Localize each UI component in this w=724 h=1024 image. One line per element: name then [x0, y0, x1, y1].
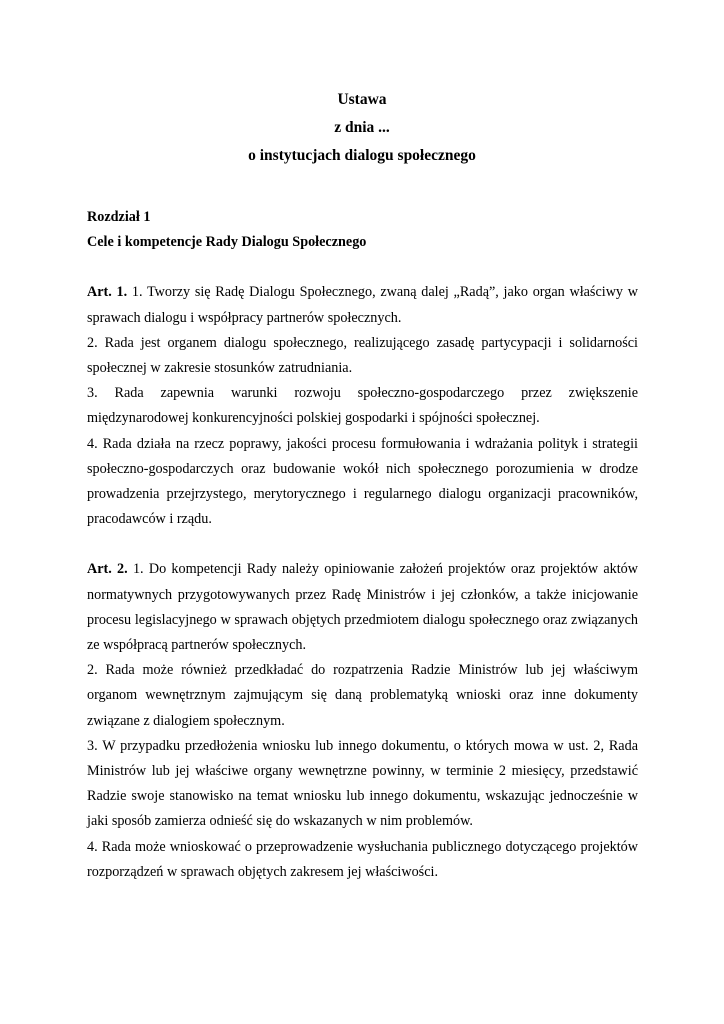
article-paragraph: 2. Rada jest organem dialogu społecznego, realizującego zasadę partycypacji i solidarności społecznej w zakresie stosunków zatrudniania. [87, 334, 638, 377]
article-paragraph: 3. Rada zapewnia warunki rozwoju społeczno-gospodarczego przez zwiększenie międzynarodowej konkurencyjności polskiej gospodarki i spójności społecznej. [87, 385, 638, 427]
article-paragraph: 2. Rada może również przedkładać do rozpatrzenia Radzie Ministrów lub jej właściwym organom wewnętrznym zajmującym się daną problematyką wnioski oraz inne dokumenty związane z dialogiem społecznym. [87, 662, 638, 729]
act-header [0, 86, 724, 170]
chapter-title: Cele i kompetencje Rady Dialogu Społecznego [87, 234, 367, 251]
article-paragraph [87, 280, 638, 330]
article-1 [87, 280, 638, 532]
article-paragraph: 4. Rada działa na rzecz poprawy, jakości procesu formułowania i wdrażania polityk i strategii społeczno-gospodarczych oraz budowanie wokół nich społecznego porozumienia w drodze prowadzenia przejrzystego, merytorycznego i regularnego dialogu organizacji pracowników, pracodawców i rządu. [87, 435, 638, 528]
act-type: Ustawa [337, 91, 387, 108]
paragraph-text: 1. Do kompetencji Rady należy opiniowanie założeń projektów oraz projektów aktów normatywnych przygotowywanych przez Radę Ministrów i jej członków, a także inicjowanie procesu legislacyjnego w sprawach objętych przedmiotem dialogu społecznego oraz związanych ze współpracą partnerów społecznych. [87, 561, 638, 654]
paragraph-text: 1. Tworzy się Radę Dialogu Społecznego, zwaną dalej „Radą”, jako organ właściwy w sprawach dialogu i współpracy partnerów społecznych. [87, 284, 638, 326]
article-paragraph: 3. W przypadku przedłożenia wniosku lub innego dokumentu, o których mowa w ust. 2, Rada Ministrów lub jej właściwe organy wewnętrzne powinny, w terminie 2 miesięcy, przedstawić Radzie swoje stanowisko na temat wniosku lub innego dokumentu, wskazując jednocześnie w jaki sposób zamierza odnieść się do wskazanych w nim problemów. [87, 737, 638, 830]
article-paragraph [87, 557, 638, 658]
article-2 [87, 557, 638, 885]
chapter-number: Rozdział 1 [87, 209, 151, 225]
act-date: z dnia ... [334, 119, 390, 136]
article-label: Art. 2. [87, 561, 128, 578]
act-title: o instytucjach dialogu społecznego [248, 147, 476, 164]
article-label: Art. 1. [87, 284, 128, 301]
document-body [87, 205, 638, 885]
article-paragraph: 4. Rada może wnioskować o przeprowadzenie wysłuchania publicznego dotyczącego projektów rozporządzeń w sprawach objętych zakresem jej właściwości. [87, 838, 638, 880]
